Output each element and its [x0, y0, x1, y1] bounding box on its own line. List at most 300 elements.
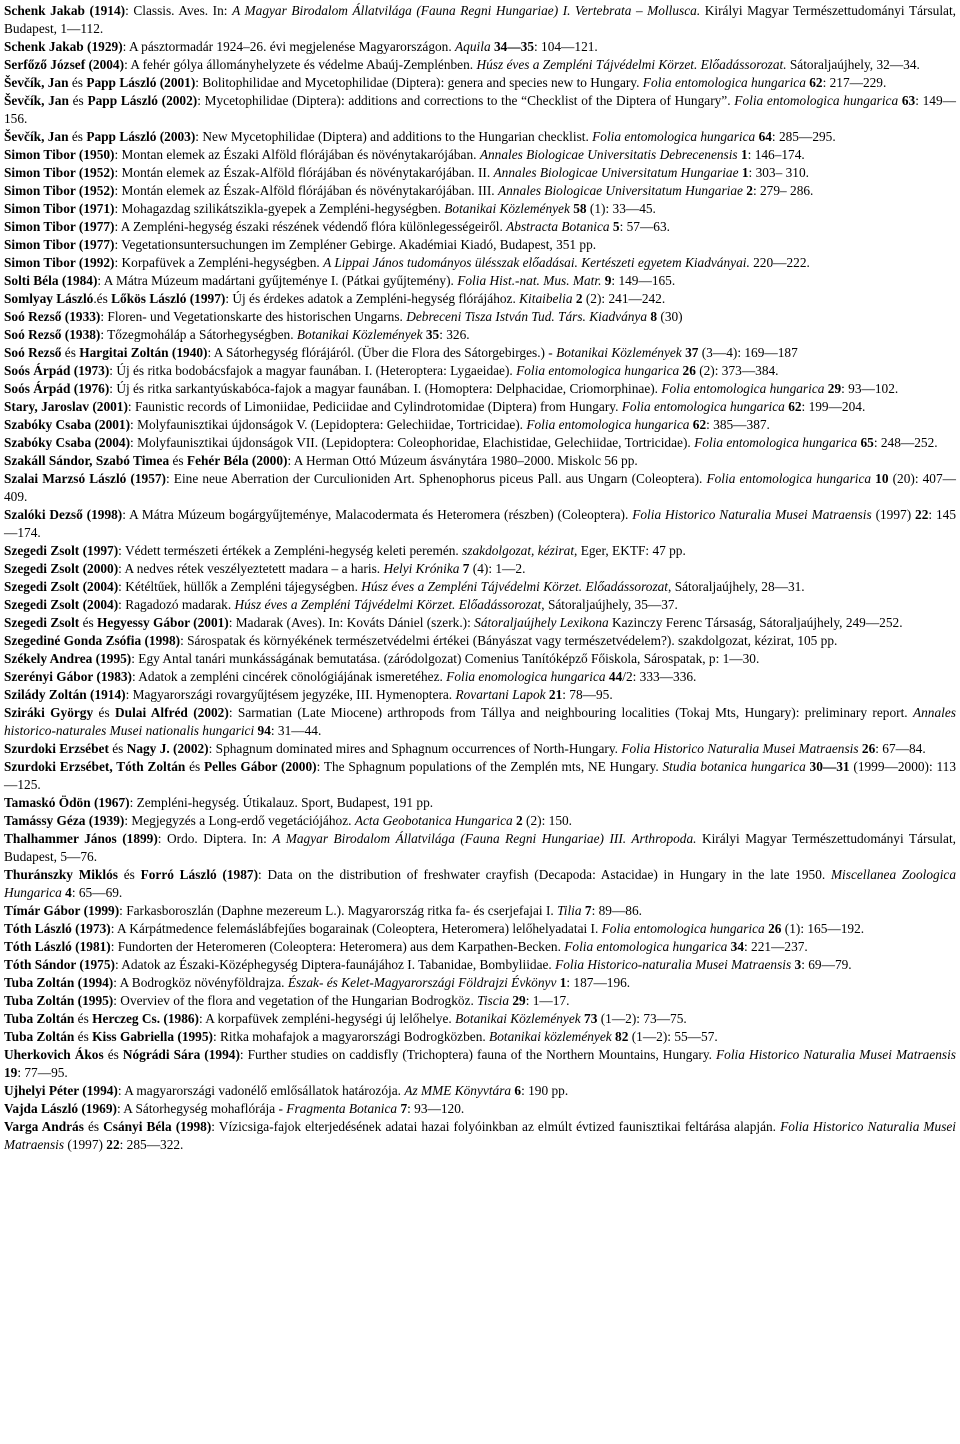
bibliography-entry [4, 74, 956, 92]
entry-author: Simon Tibor (1977) [4, 237, 115, 252]
entry-volume: 35 [425, 327, 440, 342]
entry-author: (1986) [163, 1011, 199, 1026]
entry-source-title: Folia Historico Naturalia Musei Matraensis [716, 1047, 956, 1062]
entry-text: : 326. [439, 327, 470, 342]
entry-text: : 89—86. [591, 903, 642, 918]
entry-source-title: Annales Biologicae Universitatis Debrecenensis [479, 147, 738, 162]
entry-source-title: Húsz éves a Zempléni Tájvédelmi Körzet. Előadássorozat [361, 579, 669, 594]
entry-text: (3—4): 169—187 [698, 345, 798, 360]
entry-text: : 248—252. [873, 435, 938, 450]
entry-text: : Bolitophilidae and Mycetophilidae (Diptera): genera and species new to Hungary. [195, 75, 643, 90]
entry-text: és [108, 741, 127, 756]
entry-source-title: Folia enomologica hungarica [446, 669, 606, 684]
entry-text: : Védett természeti értékek a Zempléni-hegység keleti peremén. [118, 543, 463, 558]
entry-author: Hargitai Zoltán (1940) [79, 345, 208, 360]
entry-author: Ujhelyi Péter (1994) [4, 1083, 118, 1098]
entry-author: Szabóky Csaba (2004) [4, 435, 131, 450]
entry-text: /2: 333—336. [622, 669, 697, 684]
entry-author: Tóth László (1981) [4, 939, 111, 954]
entry-source-title: Botanikai közlemények [489, 1029, 612, 1044]
entry-source-title: Botanikai Közlemények [455, 1011, 581, 1026]
entry-text: (20): 407—409. [4, 471, 956, 504]
entry-text: : Egy Antal tanári munkásságának bemutatása. (záródolgozat) Comenius Tanítóképző Főiskola, Sárospatak, p: 1—30. [131, 651, 760, 666]
entry-text: és [79, 615, 98, 630]
entry-text: Királyi Magyar Természettudományi Társulat, Budapest, 1—112. [4, 3, 956, 36]
bibliography-entry [4, 380, 956, 398]
entry-text: : A Zempléni-hegység északi részének védendő flóra különlegességeiről. [114, 219, 507, 234]
entry-author: Kiss Gabriella (1995) [92, 1029, 213, 1044]
entry-text: : Sarmatian (Late Miocene) arthropods from Tállya and neighbouring localities (Tokaj Mts, Hungary): preliminary report. [228, 705, 913, 720]
bibliography-entry [4, 668, 956, 686]
entry-volume: 34—35 [493, 39, 534, 54]
entry-author: Ševčík, Jan [4, 75, 69, 90]
entry-author: Forró László (1987) [140, 867, 259, 882]
entry-text: : 187—196. [566, 975, 631, 990]
entry-author: Pelles Gábor (2000) [204, 759, 317, 774]
bibliography-entry [4, 56, 956, 74]
entry-author: Tuba Zoltán (1994) [4, 975, 114, 990]
entry-source-title: Folia entomologica hungarica [526, 417, 690, 432]
entry-author: Uherkovich Ákos [4, 1047, 104, 1062]
entry-text: : Floren- und Vegetationskarte des historischen Ungarns. [100, 309, 407, 324]
entry-author: Papp László (2003) [86, 129, 196, 144]
entry-author: Szurdoki Erzsébet, Tóth Zoltán [4, 759, 186, 774]
entry-text: : Vegetationsuntersuchungen im Zempléner Gebirge. Akadémiai Kiadó, Budapest, 351 pp. [114, 237, 597, 252]
bibliography-entry [4, 344, 956, 362]
bibliography-entry [4, 956, 956, 974]
entry-text: : Sárospatak és környékének természetvédelmi értékei (Bányászat vagy természetvédelem?). szakdolgozat, kézirat, 105 pp. [180, 633, 838, 648]
bibliography-entry [4, 920, 956, 938]
entry-volume: 26 [768, 921, 782, 936]
bibliography-entry [4, 650, 956, 668]
entry-author: Ševčík, Jan [4, 93, 69, 108]
entry-source-title: Debreceni Tisza István Tud. Társ. Kiadványa [406, 309, 648, 324]
entry-source-title: Annales historico-naturales Musei nationalis hungarici [4, 705, 956, 738]
bibliography-entry [4, 542, 956, 560]
entry-text: : Molyfaunisztikai újdonságok VII. (Lepidoptera: Coleophoridae, Elachistidae, Gelechiidae, Tortricidae). [130, 435, 695, 450]
entry-source-title: Annales Biologicae Universitatum Hungariae [493, 165, 739, 180]
bibliography-entry [4, 272, 956, 290]
bibliography-entry [4, 182, 956, 200]
entry-text: : A Bodrogköz növényföldrajza. [113, 975, 288, 990]
entry-author: Soó Rezső (1938) [4, 327, 101, 342]
entry-author: Simon Tibor (1952) [4, 165, 115, 180]
entry-source-title: Botanikai Közlemények [556, 345, 682, 360]
entry-text: Kazinczy Ferenc Társaság, Sátoraljaújhely, 249—252. [608, 615, 903, 630]
entry-source-title: Folia entomologica hungarica [694, 435, 858, 450]
entry-author: Simon Tibor (1950) [4, 147, 115, 162]
entry-volume: 63 [901, 93, 916, 108]
entry-author: Serfőző József (2004) [4, 57, 125, 72]
entry-text: : 146–174. [747, 147, 805, 162]
entry-text: (1999—2000): 113—125. [4, 759, 956, 792]
entry-author: Tóth Sándor (1975) [4, 957, 115, 972]
entry-source-title: Folia entomologica hungarica [642, 75, 806, 90]
bibliography-entry [4, 236, 956, 254]
entry-author: Szalai Marzsó László (1957) [4, 471, 166, 486]
bibliography-entry [4, 830, 956, 866]
entry-source-title: Folia entomologica hungarica [592, 129, 756, 144]
entry-text: : Overviev of the flora and vegetation of the Hungarian Bodrogköz. [113, 993, 478, 1008]
entry-author: Solti Béla (1984) [4, 273, 98, 288]
entry-source-title: Folia entomologica hungarica [661, 381, 825, 396]
entry-volume: 2 [516, 813, 523, 828]
entry-text: : 279– 286. [752, 183, 814, 198]
bibliography-entry [4, 146, 956, 164]
entry-text: : The Sphagnum populations of the Zemplén mts, NE Hungary. [316, 759, 663, 774]
entry-text: (1): 165—192. [781, 921, 865, 936]
entry-text: és [118, 867, 141, 882]
entry-text: (2): 241—242. [582, 291, 666, 306]
bibliography-entry [4, 596, 956, 614]
entry-text: : Megjegyzés a Long-erdő vegetációjához. [124, 813, 355, 828]
entry-source-title: Folia Historico-naturalia Musei Matraensis [555, 957, 792, 972]
entry-text: : Mycetophilidae (Diptera): additions and corrections to the “Checklist of the Diptera of Hungary”. [197, 93, 735, 108]
entry-text: (1997) [64, 1137, 107, 1152]
entry-author: Somlyay László [4, 291, 94, 306]
bibliography-entry [4, 866, 956, 902]
entry-text: és [68, 129, 87, 144]
entry-text: és [74, 1011, 93, 1026]
entry-author: Simon Tibor (1971) [4, 201, 115, 216]
entry-author: Szegedi Zsolt (1997) [4, 543, 119, 558]
entry-author: Schenk Jakab (1914) [4, 3, 126, 18]
entry-text: : Montán elemek az Észak-Alföld flórájában és növénytakarójában. II. [114, 165, 494, 180]
entry-volume: 6 [514, 1083, 522, 1098]
entry-volume: 4 [65, 885, 72, 900]
entry-text: : A pásztormadár 1924–26. évi megjelenése Magyarországon. [122, 39, 456, 54]
entry-author: Hegyessy Gábor (2001) [97, 615, 229, 630]
entry-author: Simon Tibor (1992) [4, 255, 115, 270]
entry-text: : A korpafüvek zempléni-hegységi új lelőhelye. [199, 1011, 456, 1026]
bibliography-entry [4, 614, 956, 632]
entry-source-title: Folia Historico Naturalia Musei Matraensis [621, 741, 859, 756]
entry-source-title: Fragmenta Botanica [286, 1101, 398, 1116]
entry-text: : 69—79. [801, 957, 852, 972]
entry-source-title: Húsz éves a Zempléni Tájvédelmi Körzet. Előadássorozat. [476, 57, 787, 72]
entry-text: : A Herman Ottó Múzeum ásványtára 1980–2000. Miskolc 56 pp. [287, 453, 638, 468]
bibliography-entry [4, 326, 956, 344]
entry-text: és [83, 1119, 104, 1134]
entry-text: : Vízicsiga-fajok elterjedésének adatai hazai folyóinkban az elmúlt évtized faunisztikai feltárása alapján. [211, 1119, 781, 1134]
entry-volume: 82 [615, 1029, 629, 1044]
entry-author: Tuba Zoltán [4, 1011, 75, 1026]
entry-source-title: Folia entomologica hungarica [706, 471, 872, 486]
bibliography-entry [4, 38, 956, 56]
entry-text: és [103, 1047, 123, 1062]
bibliography-entry [4, 254, 956, 272]
entry-text: : Ragadozó madarak. [118, 597, 235, 612]
entry-text: 220—222. [749, 255, 810, 270]
entry-author: Szerényi Gábor (1983) [4, 669, 132, 684]
entry-author: Szegedi Zsolt (2004) [4, 579, 119, 594]
bibliography-entry [4, 812, 956, 830]
entry-volume: 26 [861, 741, 876, 756]
bibliography-entry [4, 704, 956, 740]
entry-volume: 1 [740, 147, 748, 162]
entry-text: és [93, 705, 116, 720]
entry-text: : A Sátorhegység flórájáról. (Über die Flora des Sátorgebirges.) - [207, 345, 557, 360]
entry-author: Soós Árpád (1973) [4, 363, 110, 378]
entry-source-title: Folia entomologica hungarica [516, 363, 680, 378]
entry-author: Vajda László (1969) [4, 1101, 117, 1116]
entry-text: (1—2): 55—57. [628, 1029, 718, 1044]
entry-source-title: Studia botanica hungarica [662, 759, 806, 774]
entry-text: : 57—63. [619, 219, 670, 234]
bibliography-entry [4, 578, 956, 596]
entry-volume: 22 [915, 507, 929, 522]
entry-volume: 1 [741, 165, 749, 180]
entry-text: , Eger, EKTF: 47 pp. [574, 543, 686, 558]
entry-text: : A magyarországi vadonélő emlősállatok határozója. [117, 1083, 405, 1098]
bibliography-entry [4, 632, 956, 650]
entry-volume: 10 [875, 471, 889, 486]
entry-text: : 217—229. [822, 75, 887, 90]
entry-text: : 1—17. [525, 993, 570, 1008]
entry-text: : Sphagnum dominated mires and Sphagnum occurrences of North-Hungary. [208, 741, 622, 756]
entry-source-title: Helyi Krónika [383, 561, 460, 576]
bibliography-entry [4, 560, 956, 578]
bibliography-entry [4, 1100, 956, 1118]
bibliography-entry [4, 758, 956, 794]
entry-author: Székely Andrea (1995) [4, 651, 132, 666]
entry-text: .és [93, 291, 112, 306]
entry-text: : A fehér gólya állományhelyzete és védelme Abaúj-Zemplénben. [124, 57, 477, 72]
entry-source-title: Tiscia [477, 993, 510, 1008]
entry-author: Nógrádi Sára (1994) [122, 1047, 240, 1062]
entry-source-title: A Lippai János tudományos ülésszak előadásai. Kertészeti egyetem Kiadványai. [323, 255, 750, 270]
entry-volume: 30—31 [809, 759, 850, 774]
entry-volume: 62 [809, 75, 823, 90]
entry-text: : A Kárpátmedence felemáslábfejűes bogarainak (Coleoptera, Heteromera) lelőhelyadatai I. [110, 921, 602, 936]
entry-volume: 29 [827, 381, 842, 396]
entry-author: Szegediné Gonda Zsófia (1998) [4, 633, 181, 648]
bibliography-entry [4, 740, 956, 758]
entry-source-title: Folia Historico Naturalia Musei Matraensis [4, 1119, 957, 1152]
entry-volume: 62 [788, 399, 802, 414]
entry-text: : Zempléni-hegység. Útikalauz. Sport, Budapest, 191 pp. [129, 795, 434, 810]
entry-source-title: Botanikai Közlemények [296, 327, 423, 342]
entry-text: : 65—69. [71, 885, 123, 900]
entry-source-title: Miscellanea Zoologica Hungarica [4, 867, 956, 900]
entry-text: : Magyarországi rovargyűjtésem jegyzéke, III. Hymenoptera. [125, 687, 456, 702]
entry-author: Soó Rezső (1933) [4, 309, 101, 324]
entry-text: : Molyfaunisztikai újdonságok V. (Lepidoptera: Gelechiidae, Tortricidae). [130, 417, 527, 432]
bibliography-entry [4, 362, 956, 380]
entry-author: Szegedi Zsolt (2000) [4, 561, 119, 576]
entry-text: Királyi Magyar Természettudományi Társulat, Budapest, 5—76. [4, 831, 956, 864]
bibliography-entry [4, 290, 956, 308]
entry-text: : Ordo. Diptera. In: [157, 831, 273, 846]
entry-volume: 9 [604, 273, 612, 288]
entry-text: : 93—120. [407, 1101, 465, 1116]
bibliography-entry [4, 200, 956, 218]
entry-text: : 77—95. [17, 1065, 68, 1080]
entry-source-title: Abstracta Botanica [506, 219, 610, 234]
entry-text: : Eine neue Aberration der Curculioniden Art. Sphenophorus piceus Pall. aus Ungarn (Coleoptera). [166, 471, 707, 486]
entry-author: Tóth László (1973) [4, 921, 111, 936]
entry-text: : 385—387. [706, 417, 770, 432]
entry-source-title: A Magyar Birodalom Állatvilága (Fauna Regni Hungariae) III. Arthropoda. [272, 831, 697, 846]
entry-author: Nagy J. (2002) [126, 741, 209, 756]
entry-text: : Kétéltűek, hüllők a Zempléni tájegységben. [118, 579, 362, 594]
entry-volume: 58 [573, 201, 587, 216]
entry-volume: 44 [608, 669, 623, 684]
bibliography-entry [4, 794, 956, 812]
entry-source-title: Botanikai Közlemények [444, 201, 570, 216]
entry-author: Ševčík, Jan [4, 129, 69, 144]
bibliography-entry [4, 506, 956, 542]
entry-text: : 149—165. [611, 273, 676, 288]
entry-text: : 190 pp. [521, 1083, 569, 1098]
bibliography-entry [4, 452, 956, 470]
entry-text: : Tőzegmoháláp a Sátorhegységben. [100, 327, 297, 342]
entry-volume: 64 [758, 129, 772, 144]
entry-source-title: Folia entomologica hungarica [601, 921, 765, 936]
entry-volume: 34 [730, 939, 745, 954]
entry-author: Soó Rezső [4, 345, 62, 360]
entry-author: Sziráki György [4, 705, 94, 720]
bibliography-list [4, 2, 956, 1154]
bibliography-entry [4, 164, 956, 182]
entry-text: : Montan elemek az Északi Alföld flórájában és növénytakarójában. [114, 147, 480, 162]
entry-text: : Új és ritka bodobácsfajok a magyar faunában. I. (Heteroptera: Lygaeidae). [109, 363, 517, 378]
entry-volume: 5 [612, 219, 620, 234]
bibliography-entry [4, 434, 956, 452]
entry-text: : 145—174. [4, 507, 957, 540]
entry-source-title: Tilia [557, 903, 582, 918]
bibliography-entry [4, 992, 956, 1010]
entry-volume: 94 [257, 723, 271, 738]
entry-text: : A Mátra Múzeum bogárgyűjteménye, Malacodermata és Heteromera (részben) (Coleoptera). [122, 507, 633, 522]
entry-author: Thalhammer János (1899) [4, 831, 158, 846]
entry-source-title: Folia Hist.-nat. Mus. Matr. [457, 273, 602, 288]
entry-volume: 7 [400, 1101, 408, 1116]
entry-text: és [61, 345, 80, 360]
entry-author: Szilády Zoltán (1914) [4, 687, 126, 702]
bibliography-entry [4, 686, 956, 704]
entry-volume: 26 [682, 363, 696, 378]
entry-author: Stary, Jaroslav (2001) [4, 399, 128, 414]
bibliography-entry [4, 1046, 956, 1082]
bibliography-entry [4, 974, 956, 992]
entry-text: : 221—237. [744, 939, 808, 954]
entry-volume: 2 [746, 183, 753, 198]
bibliography-entry [4, 2, 956, 38]
entry-text: : Classis. Aves. In: [125, 3, 233, 18]
entry-source-title: szakdolgozat, kézirat [462, 543, 575, 558]
entry-volume: 19 [4, 1065, 18, 1080]
entry-author: Tímár Gábor (1999) [4, 903, 120, 918]
entry-author: Simon Tibor (1977) [4, 219, 115, 234]
entry-text: (1—2): 73—75. [597, 1011, 687, 1026]
entry-text: : Madarak (Aves). In: Kováts Dániel (szerk.): [228, 615, 475, 630]
entry-author: Csányi Béla (1998) [103, 1119, 212, 1134]
entry-volume: 37 [685, 345, 699, 360]
bibliography-entry [4, 1028, 956, 1046]
entry-text: : 67—84. [875, 741, 926, 756]
entry-source-title: Észak- és Kelet-Magyarországi Földrajzi Évkönyv [287, 975, 557, 990]
entry-text: : 199—204. [801, 399, 866, 414]
entry-text: Sátoraljaújhely, 32—34. [786, 57, 920, 72]
entry-author: Lőkös László (1997) [111, 291, 226, 306]
entry-source-title: Folia Historico Naturalia Musei Matraensis [632, 507, 872, 522]
entry-text: , Sátoraljaújhely, 35—37. [541, 597, 678, 612]
entry-text: : Korpafüvek a Zempléni-hegységben. [114, 255, 324, 270]
entry-author: Simon Tibor (1952) [4, 183, 115, 198]
entry-text: (1): 33—45. [586, 201, 656, 216]
entry-author: Tamaskó Ödön (1967) [4, 795, 130, 810]
entry-author: Szalóki Dezső (1998) [4, 507, 123, 522]
entry-author: Papp László (2001) [86, 75, 196, 90]
entry-author: Fehér Béla (2000) [186, 453, 288, 468]
entry-text: és [68, 93, 88, 108]
entry-text: : 93—102. [841, 381, 899, 396]
bibliography-entry [4, 1082, 956, 1100]
entry-text: és [74, 1029, 93, 1044]
entry-text: : Farkasboroszlán (Daphne mezereum L.). Magyarország ritka fa- és cserjefajai I. [119, 903, 558, 918]
entry-text: : New Mycetophilidae (Diptera) and additions to the Hungarian checklist. [195, 129, 593, 144]
entry-author: Varga András [4, 1119, 84, 1134]
bibliography-entry [4, 902, 956, 920]
entry-text: (4): 1—2. [469, 561, 526, 576]
entry-author: Szegedi Zsolt [4, 615, 80, 630]
entry-volume: 7 [462, 561, 470, 576]
entry-text: : 303– 310. [748, 165, 809, 180]
entry-author: Papp László (2002) [87, 93, 198, 108]
bibliography-entry [4, 398, 956, 416]
entry-volume: 65 [860, 435, 874, 450]
entry-text: : Új és ritka sarkantyúskabóca-fajok a magyar faunában. I. (Homoptera: Delphacidae, Criomorphinae). [109, 381, 662, 396]
bibliography-entry [4, 308, 956, 326]
entry-source-title: Húsz éves a Zempléni Tájvédelmi Körzet. Előadássorozat [234, 597, 542, 612]
entry-source-title: Aquila [455, 39, 491, 54]
entry-author: Szegedi Zsolt (2004) [4, 597, 119, 612]
bibliography-entry [4, 470, 956, 506]
entry-source-title: Rovartani Lapok [455, 687, 546, 702]
entry-source-title: A Magyar Birodalom Állatvilága (Fauna Regni Hungariae) I. Vertebrata – Mollusca. [232, 3, 701, 18]
entry-text: : A nedves rétek veszélyeztetett madara – a haris. [118, 561, 384, 576]
entry-author: Thuránszky Miklós [4, 867, 118, 882]
entry-author: Tuba Zoltán [4, 1029, 75, 1044]
entry-volume: 22 [106, 1137, 120, 1152]
bibliography-entry [4, 938, 956, 956]
entry-text: (2): 373—384. [695, 363, 779, 378]
entry-author: Dulai Alfréd (2002) [115, 705, 229, 720]
entry-author: Schenk Jakab (1929) [4, 39, 123, 54]
bibliography-entry [4, 416, 956, 434]
entry-text: : 149—156. [4, 93, 956, 126]
entry-text: : A Mátra Múzeum madártani gyűjteménye I. (Pátkai gyűjtemény). [97, 273, 458, 288]
entry-volume: 62 [692, 417, 707, 432]
entry-author: Szakáll Sándor, Szabó Timea [4, 453, 170, 468]
entry-text: : Montán elemek az Észak-Alföld flórájában és növénytakarójában. III. [114, 183, 498, 198]
entry-text: (2): 150. [522, 813, 572, 828]
entry-text: : Data on the distribution of freshwater crayfish (Decapoda: Astacidae) in Hungary in the late 1950. [258, 867, 831, 882]
entry-text: : Faunistic records of Limoniidae, Pediciidae and Cylindrotomidae (Diptera) from Hungary. [127, 399, 622, 414]
bibliography-entry [4, 1010, 956, 1028]
entry-volume: 8 [650, 309, 658, 324]
entry-author: Tuba Zoltán (1995) [4, 993, 114, 1008]
entry-author: Szurdoki Erzsébet [4, 741, 109, 756]
entry-volume: 2 [575, 291, 583, 306]
entry-text: : A Sátorhegység mohaflórája - [116, 1101, 287, 1116]
entry-source-title: Folia entomologica hungarica [621, 399, 785, 414]
entry-volume: 7 [584, 903, 592, 918]
entry-source-title: Kitaibelia [519, 291, 573, 306]
entry-text: : Adatok a zempléni cincérek cönológiájának ismeretéhez. [131, 669, 447, 684]
entry-source-title: Acta Geobotanica Hungarica [354, 813, 513, 828]
